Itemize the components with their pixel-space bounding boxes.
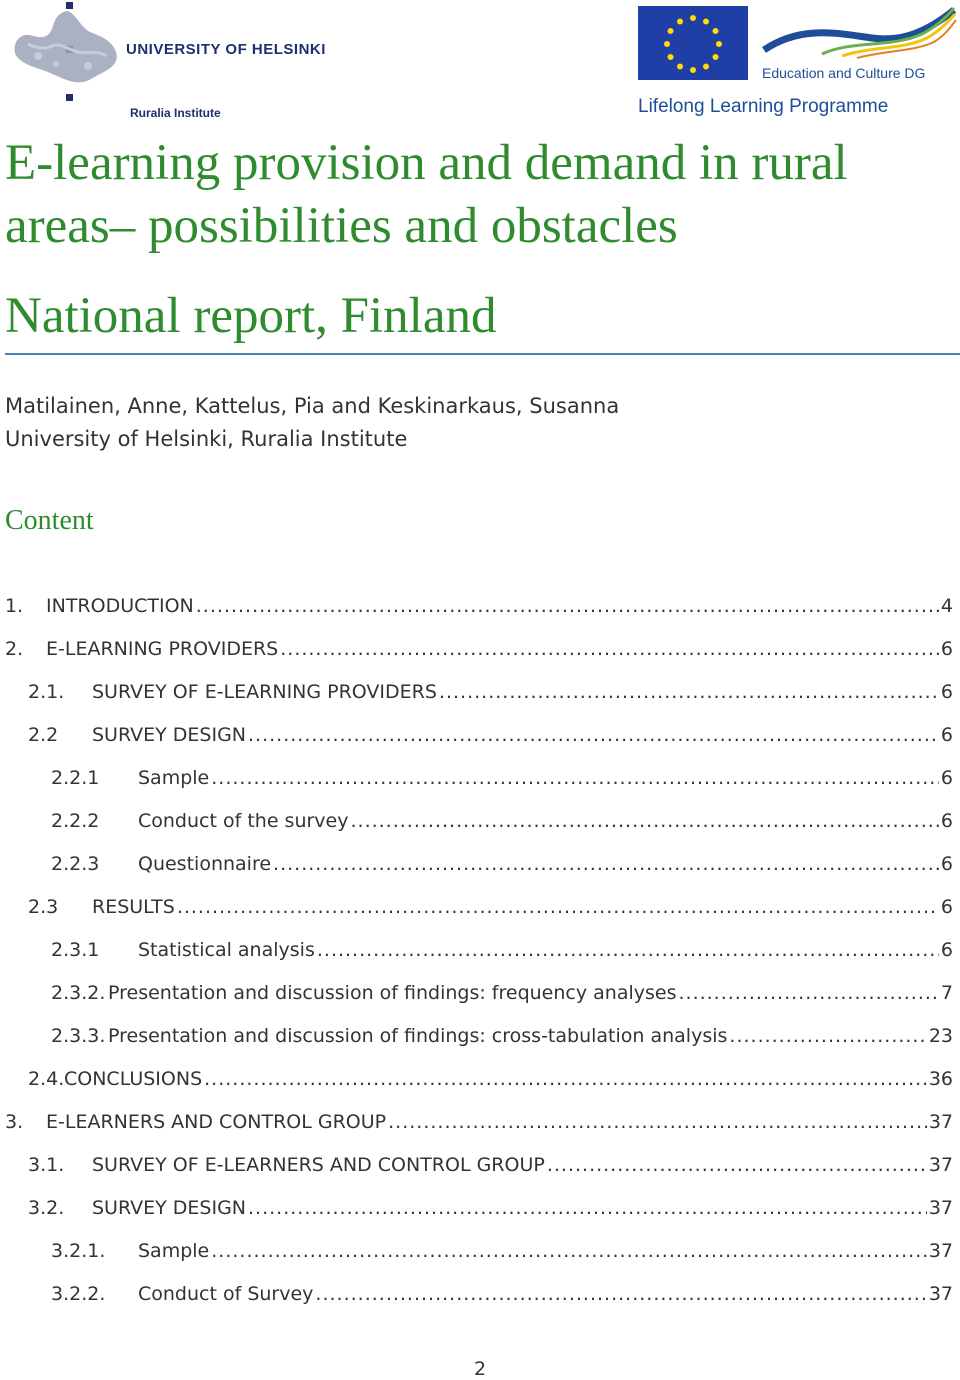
document-title: E-learning provision and demand in rural areas– possibilities and obstacles [5, 135, 848, 254]
toc-entry[interactable] [51, 1240, 953, 1270]
toc-dot-leader [204, 1068, 927, 1090]
toc-entry[interactable] [28, 1197, 953, 1227]
toc-entry-page: 6 [940, 810, 953, 832]
toc-entry-title: SURVEY OF E-LEARNING PROVIDERS [92, 681, 437, 703]
toc-entry-number: 2.3.3. [51, 1025, 106, 1047]
toc-entry-title: SURVEY DESIGN [92, 1197, 247, 1219]
toc-entry-page: 6 [940, 767, 953, 789]
toc-entry-title: Presentation and discussion of findings: frequency analyses [108, 982, 677, 1004]
toc-dot-leader [315, 1283, 926, 1305]
toc-entry-title: Sample [138, 767, 210, 789]
toc-entry[interactable] [28, 1154, 953, 1184]
institute-name: Ruralia Institute [130, 106, 221, 120]
toc-entry-page: 6 [940, 896, 953, 918]
toc-entry[interactable] [5, 638, 953, 668]
toc-dot-leader [248, 1197, 927, 1219]
toc-dot-leader [729, 1025, 926, 1047]
eu-flag-icon [638, 6, 748, 80]
toc-dot-leader [211, 767, 939, 789]
toc-entry-page: 6 [940, 853, 953, 875]
toc-entry-title: Presentation and discussion of findings: cross-tabulation analysis [108, 1025, 728, 1047]
toc-dot-leader [196, 595, 939, 617]
toc-entry-page: 6 [940, 939, 953, 961]
toc-entry[interactable] [28, 724, 953, 754]
toc-entry-title: Conduct of the survey [138, 810, 349, 832]
toc-entry-title: Questionnaire [138, 853, 272, 875]
toc-entry[interactable] [51, 939, 953, 969]
toc-entry-page: 37 [928, 1154, 953, 1176]
toc-entry[interactable] [51, 810, 953, 840]
university-name: UNIVERSITY OF HELSINKI [126, 41, 326, 58]
toc-dot-leader [547, 1154, 927, 1176]
toc-dot-leader [439, 681, 939, 703]
toc-entry[interactable] [5, 595, 953, 625]
toc-entry-page: 6 [940, 724, 953, 746]
toc-entry-number: 2.3.2. [51, 982, 106, 1004]
page-number: 2 [473, 1358, 487, 1380]
toc-heading: Content [5, 505, 94, 536]
toc-dot-leader [211, 1240, 927, 1262]
toc-entry-page: 37 [928, 1197, 953, 1219]
toc-entry[interactable] [51, 853, 953, 883]
toc-entry-title: INTRODUCTION [46, 595, 194, 617]
toc-entry-title: SURVEY OF E-LEARNERS AND CONTROL GROUP [92, 1154, 545, 1176]
toc-entry-number: 2.3 [28, 896, 59, 918]
toc-entry-page: 36 [928, 1068, 953, 1090]
toc-entry-title: Statistical analysis [138, 939, 315, 961]
toc-entry-page: 23 [928, 1025, 953, 1047]
lifelong-learning-programme-logo [636, 4, 960, 122]
toc-dot-leader [177, 896, 939, 918]
toc-entry-number: 2.2.2 [51, 810, 100, 832]
title-divider [5, 353, 960, 355]
toc-dot-leader [273, 853, 939, 875]
toc-entry[interactable] [51, 982, 953, 1012]
page-header [0, 0, 960, 125]
toc-entry[interactable] [28, 681, 953, 711]
finland-map-icon [8, 0, 128, 110]
toc-entry-number: 2.4. [28, 1068, 65, 1090]
education-culture-dg-label: Education and Culture DG [762, 65, 926, 81]
toc-entry-page: 4 [940, 595, 953, 617]
toc-entry-number: 2.2.1 [51, 767, 100, 789]
lifelong-learning-programme-label: Lifelong Learning Programme [638, 96, 889, 117]
toc-entry[interactable] [5, 1111, 953, 1141]
toc-entry-page: 37 [928, 1240, 953, 1262]
toc-entry-title: CONCLUSIONS [64, 1068, 203, 1090]
toc-dot-leader [317, 939, 939, 961]
toc-entry-number: 2.1. [28, 681, 65, 703]
toc-entry-page: 37 [928, 1111, 953, 1133]
toc-entry-number: 3.2. [28, 1197, 65, 1219]
toc-entry-number: 1. [5, 595, 24, 617]
toc-entry-title: SURVEY DESIGN [92, 724, 247, 746]
toc-entry-number: 2.3.1 [51, 939, 100, 961]
document-subtitle: National report, Finland [5, 288, 497, 344]
affiliation-line: University of Helsinki, Ruralia Institute [5, 427, 408, 451]
toc-entry-number: 3. [5, 1111, 24, 1133]
toc-dot-leader [248, 724, 939, 746]
toc-dot-leader [280, 638, 939, 660]
toc-entry-title: E-LEARNING PROVIDERS [46, 638, 279, 660]
toc-entry-number: 2.2 [28, 724, 59, 746]
toc-entry[interactable] [51, 767, 953, 797]
toc-entry-page: 6 [940, 681, 953, 703]
toc-entry-title: E-LEARNERS AND CONTROL GROUP [46, 1111, 387, 1133]
toc-entry[interactable] [51, 1025, 953, 1055]
toc-entry-page: 37 [928, 1283, 953, 1305]
university-of-helsinki-logo [8, 0, 328, 125]
toc-entry-number: 2.2.3 [51, 853, 100, 875]
toc-entry-number: 3.1. [28, 1154, 65, 1176]
toc-entry-number: 3.2.1. [51, 1240, 106, 1262]
toc-entry[interactable] [51, 1283, 953, 1313]
toc-entry-title: Sample [138, 1240, 210, 1262]
toc-entry-number: 2. [5, 638, 24, 660]
author-block [5, 390, 619, 456]
toc-entry-title: Conduct of Survey [138, 1283, 314, 1305]
toc-dot-leader [678, 982, 938, 1004]
toc-entry-page: 6 [940, 638, 953, 660]
toc-dot-leader [350, 810, 938, 832]
toc-dot-leader [388, 1111, 927, 1133]
authors-line: Matilainen, Anne, Kattelus, Pia and Keskinarkaus, Susanna [5, 394, 620, 418]
toc-entry[interactable] [28, 1068, 953, 1098]
toc-entry[interactable] [28, 896, 953, 926]
education-culture-swoosh-icon [762, 4, 957, 64]
toc-entry-number: 3.2.2. [51, 1283, 106, 1305]
toc-entry-page: 7 [940, 982, 953, 1004]
toc-entry-title: RESULTS [92, 896, 175, 918]
